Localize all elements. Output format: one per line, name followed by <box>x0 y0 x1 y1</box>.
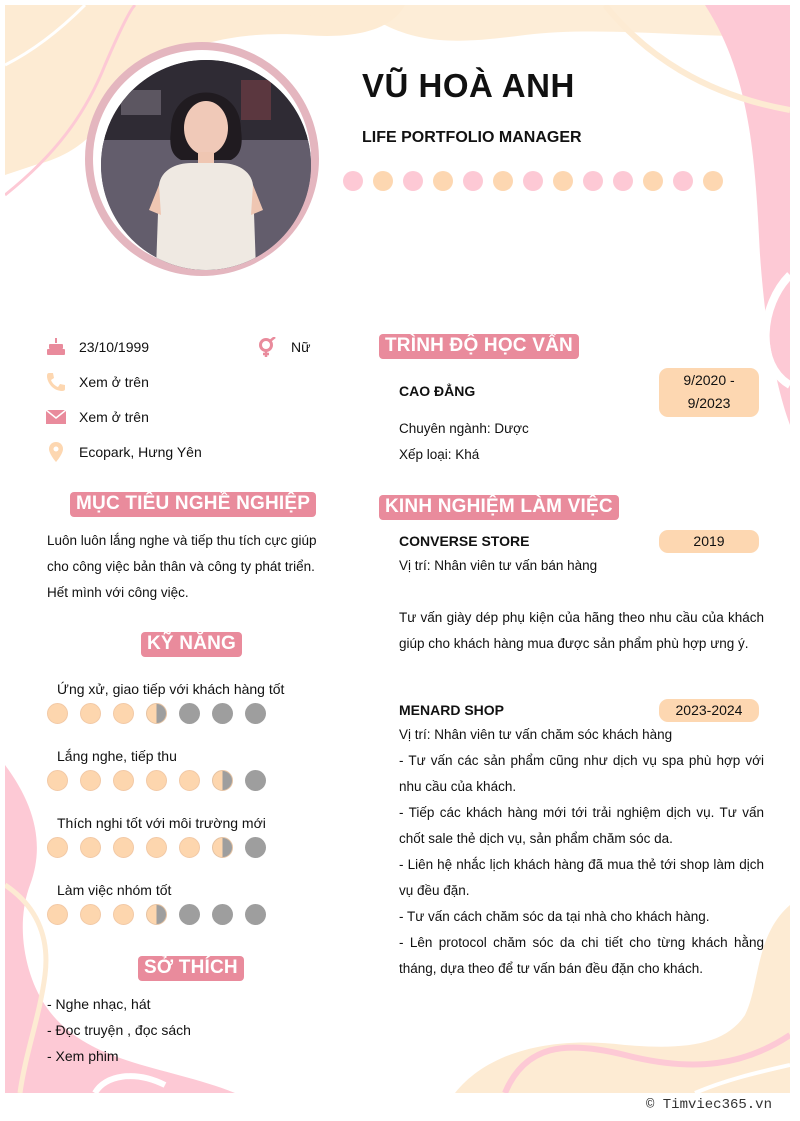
phone-row <box>45 372 149 392</box>
rating-dot <box>47 770 68 791</box>
gender-value: Nữ <box>291 339 311 355</box>
skill-label: Ứng xử, giao tiếp với khách hàng tốt <box>57 681 285 697</box>
rating-dot <box>245 904 266 925</box>
rating-dot <box>80 837 101 858</box>
decorative-dot <box>493 171 513 191</box>
rating-dot <box>146 837 167 858</box>
rating-dot <box>179 703 200 724</box>
job-date-pill: 2019 <box>659 530 759 553</box>
skill-rating <box>47 837 266 858</box>
skill-label: Thích nghi tốt với môi trường mới <box>57 815 266 831</box>
hobbies-list <box>47 991 191 1069</box>
phone-icon <box>45 372 67 392</box>
rating-dot <box>80 770 101 791</box>
profile-photo <box>101 60 311 270</box>
gender-row <box>257 337 310 357</box>
decorative-dot <box>673 171 693 191</box>
job-description: Tư vấn giày dép phụ kiện của hãng theo nhu cầu của khách giúp cho khách hàng mua được sản phẩm phù hợp ưng ý. <box>399 610 764 651</box>
job-duty: - Tư vấn các sản phẩm cũng như dịch vụ spa phù hợp với nhu cầu của khách. <box>399 753 764 794</box>
birthday-value: 23/10/1999 <box>79 339 150 355</box>
job-company: CONVERSE STORE <box>399 533 530 549</box>
address-row <box>45 442 202 462</box>
education-major: Chuyên ngành: Dược <box>399 421 529 436</box>
job-company: MENARD SHOP <box>399 702 505 718</box>
skill-rating <box>47 904 266 925</box>
decorative-dot <box>583 171 603 191</box>
decorative-dot <box>343 171 363 191</box>
rating-dot <box>245 837 266 858</box>
rating-dot <box>47 703 68 724</box>
rating-dot <box>146 770 167 791</box>
education-heading: TRÌNH ĐỘ HỌC VẤN <box>379 334 579 359</box>
hobby-item: - Nghe nhạc, hát <box>47 996 151 1012</box>
job-date-pill: 2023-2024 <box>659 699 759 722</box>
job-duty: - Tiếp các khách hàng mới tới trải nghiệm dịch vụ. Tư vấn chốt sale thẻ dịch vụ, sản phẩm chăm sóc da. <box>399 805 764 846</box>
skill-label: Lắng nghe, tiếp thu <box>57 748 177 764</box>
education-date-pill <box>659 368 759 417</box>
job-duty: - Lên protocol chăm sóc da chi tiết cho từng khách hằng tháng, dựa theo để tư vấn bán đều đặn cho khách. <box>399 935 764 976</box>
skill-rating <box>47 770 266 791</box>
cv-page <box>5 5 790 1093</box>
decorative-dot <box>523 171 543 191</box>
rating-dot <box>179 904 200 925</box>
decorative-dot <box>403 171 423 191</box>
decorative-dots <box>343 171 723 191</box>
decorative-dot <box>703 171 723 191</box>
decorative-dot <box>433 171 453 191</box>
rating-dot <box>179 770 200 791</box>
location-pin-icon <box>45 442 67 462</box>
career-goal-text <box>47 528 347 606</box>
rating-dot <box>47 904 68 925</box>
rating-dot <box>146 703 167 724</box>
email-value: Xem ở trên <box>79 409 149 425</box>
rating-dot <box>80 904 101 925</box>
education-details <box>399 416 529 468</box>
skills-heading: KỸ NĂNG <box>141 632 242 657</box>
birthday-cake-icon <box>45 337 67 357</box>
hobby-item: - Xem phim <box>47 1048 119 1064</box>
candidate-name: VŨ HOÀ ANH <box>362 67 575 104</box>
skill-rating <box>47 703 266 724</box>
decorative-dot <box>613 171 633 191</box>
rating-dot <box>245 770 266 791</box>
email-row <box>45 407 149 427</box>
phone-value: Xem ở trên <box>79 374 149 390</box>
rating-dot <box>80 703 101 724</box>
degree-name: CAO ĐẲNG <box>399 383 476 399</box>
decorative-dot <box>463 171 483 191</box>
avatar <box>101 60 311 270</box>
rating-dot <box>47 837 68 858</box>
career-goal-heading: MỤC TIÊU NGHỀ NGHIỆP <box>70 492 316 517</box>
job-duty: - Tư vấn cách chăm sóc da tại nhà cho khách hàng. <box>399 909 710 924</box>
decorative-dot <box>553 171 573 191</box>
rating-dot <box>113 770 134 791</box>
rating-dot <box>179 837 200 858</box>
education-grade: Xếp loại: Khá <box>399 447 480 462</box>
birthday-row <box>45 337 149 357</box>
education-date-end: 9/2023 <box>687 395 731 411</box>
rating-dot <box>113 837 134 858</box>
address-value: Ecopark, Hưng Yên <box>79 444 202 460</box>
career-goal-line: Hết mình với công việc. <box>47 585 189 600</box>
hobbies-heading: SỞ THÍCH <box>138 956 244 981</box>
career-goal-line: cho công việc bản thân và công ty phát triển. <box>47 559 315 574</box>
education-date-start: 9/2020 - <box>683 372 735 388</box>
career-goal-line: Luôn luôn lắng nghe và tiếp thu tích cực giúp <box>47 533 317 548</box>
decorative-dot <box>373 171 393 191</box>
rating-dot <box>113 904 134 925</box>
rating-dot <box>245 703 266 724</box>
skill-label: Làm việc nhóm tốt <box>57 882 172 898</box>
job-duty: - Liên hệ nhắc lịch khách hàng đã mua thẻ tới shop làm dịch vụ đều đặn. <box>399 857 764 898</box>
watermark: © Timviec365.vn <box>645 1097 772 1113</box>
email-icon <box>45 407 67 427</box>
rating-dot <box>113 703 134 724</box>
job-title: LIFE PORTFOLIO MANAGER <box>362 129 582 146</box>
gender-icon <box>257 337 279 357</box>
job-position: Vị trí: Nhân viên tư vấn chăm sóc khách hàng <box>399 727 673 742</box>
rating-dot <box>212 837 233 858</box>
rating-dot <box>212 904 233 925</box>
experience-heading: KINH NGHIỆM LÀM VIỆC <box>379 495 619 520</box>
rating-dot <box>212 703 233 724</box>
rating-dot <box>146 904 167 925</box>
rating-dot <box>212 770 233 791</box>
hobby-item: - Đọc truyện , đọc sách <box>47 1022 191 1038</box>
job-position: Vị trí: Nhân viên tư vấn bán hàng <box>399 558 598 573</box>
decorative-dot <box>643 171 663 191</box>
job-details <box>399 722 764 982</box>
